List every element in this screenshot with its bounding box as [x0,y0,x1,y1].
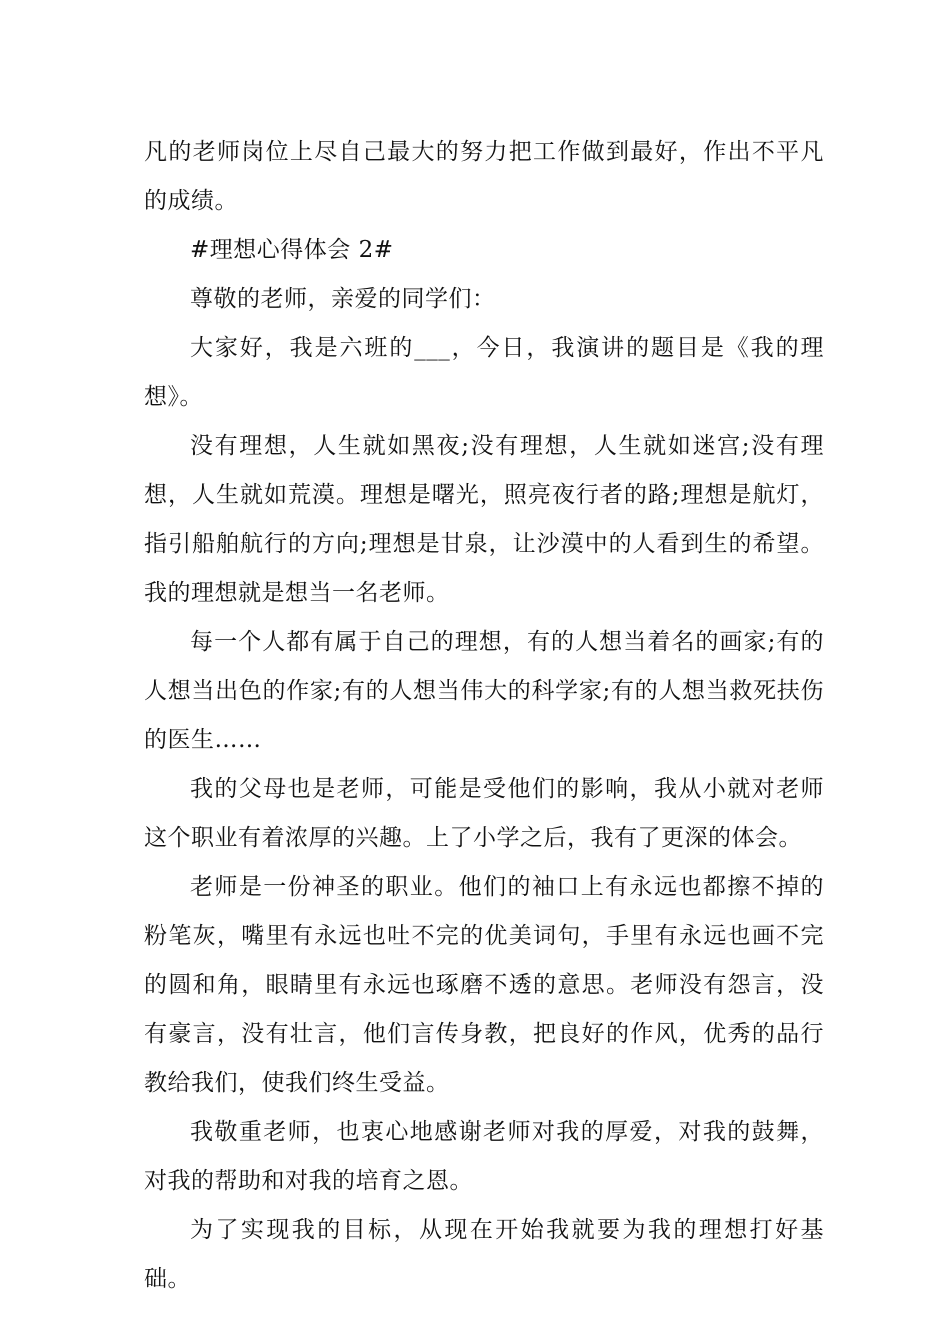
paragraph-teacher-profession: 老师是一份神圣的职业。他们的袖口上有永远也都擦不掉的粉笔灰，嘴里有永远也吐不完的优美词句，手里有永远也画不完的圆和角，眼睛里有永远也琢磨不透的意思。老师没有怨言，没有豪言，没有壮言，他们言传身教，把良好的作风，优秀的品行教给我们，使我们终生受益。 [144,874,824,1096]
paragraph-continuation: 凡的老师岗位上尽自己最大的努力把工作做到最好，作出不平凡的成绩。 [144,139,824,214]
salutation: 尊敬的老师，亲爱的同学们： [190,286,496,312]
paragraph-everyone-has-ideals: 每一个人都有属于自己的理想，有的人想当着名的画家;有的人想当出色的作家;有的人想当伟大的科学家;有的人想当救死扶伤的医生…… [144,629,824,753]
paragraph-parents: 我的父母也是老师，可能是受他们的影响，我从小就对老师这个职业有着浓厚的兴趣。上了小学之后，我有了更深的体会。 [144,776,824,851]
section-heading: #理想心得体会 2# [190,237,394,263]
document-body [144,128,824,1304]
paragraph-ideal-metaphors: 没有理想，人生就如黑夜;没有理想，人生就如迷宫;没有理想，人生就如荒漠。理想是曙光，照亮夜行者的路;理想是航灯，指引船舶航行的方向;理想是甘泉，让沙漠中的人看到生的希望。我的理想就是想当一名老师。 [144,433,824,606]
paragraph-goal: 为了实现我的目标，从现在开始我就要为我的理想打好基础。 [144,1217,824,1292]
paragraph-greeting: 大家好，我是六班的___，今日，我演讲的题目是《我的理想》。 [144,335,824,410]
paragraph-gratitude: 我敬重老师，也衷心地感谢老师对我的厚爱，对我的鼓舞，对我的帮助和对我的培育之恩。 [144,1119,824,1194]
